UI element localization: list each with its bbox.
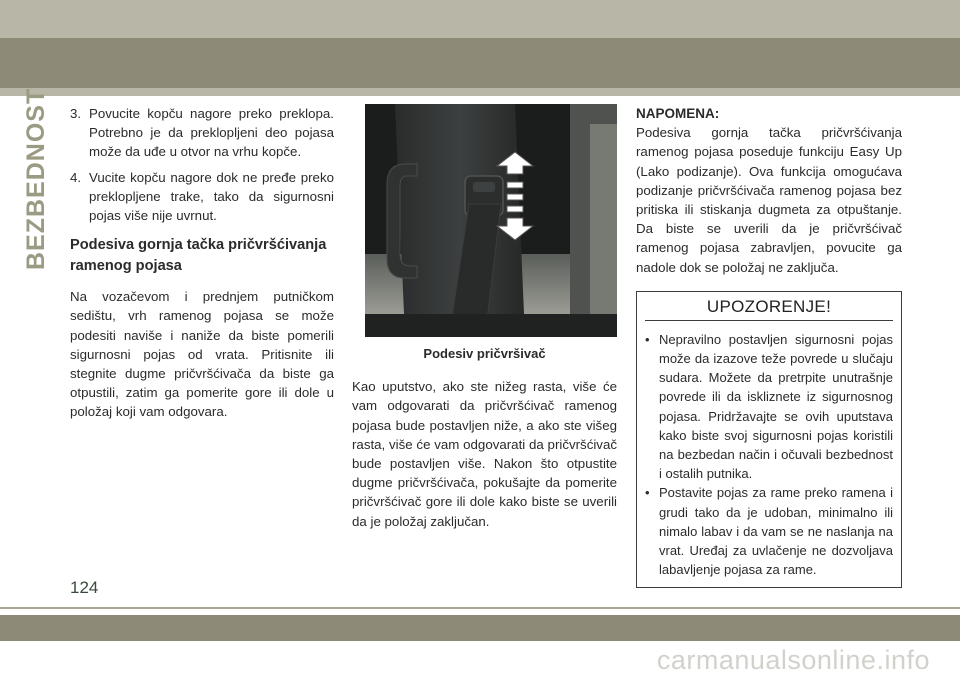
footer-band xyxy=(0,615,960,641)
warning-item xyxy=(645,330,893,484)
step-number: 4. xyxy=(70,169,82,185)
step-3 xyxy=(70,104,334,162)
page-number: 124 xyxy=(70,578,99,597)
step-text: Vucite kopču nagore dok ne pređe preko preklopljene trake, tako da sigurnosni pojas više nije uvrnut. xyxy=(89,169,334,224)
column-2 xyxy=(352,104,617,531)
warning-item xyxy=(645,483,893,579)
column-3 xyxy=(636,104,902,588)
step-text: Povucite kopču nagore preko preklopa. Potrebno je da preklopljeni deo pojasa može da uđe u otvor na vrhu kopče. xyxy=(89,106,334,160)
warning-box xyxy=(636,291,902,589)
image-caption: Podesiv pričvršivač xyxy=(423,346,546,361)
column-1 xyxy=(70,104,334,422)
header-stripe xyxy=(0,38,960,88)
warning-title: UPOZORENJE! xyxy=(706,296,832,316)
body-paragraph: Kao uputstvo, ako ste nižeg rasta, više će vam odgovarati da pričvršćivač ramenog pojasa bude postavljen niže, a ako ste višeg rasta, više će vam odgovarati da pričvršćivač bude postavljen više. Nakon što otpustite dugme pričvršćivača, pokušajte da pomerite pričvršćivač gore ili dole kako biste se uverili da je položaj zaključan. xyxy=(352,379,617,529)
warning-list xyxy=(637,321,901,588)
note-body: Podesiva gornja tačka pričvršćivanja ramenog pojasa poseduje funkciju Easy Up (Lako podizanje). Ova funkcija omogućava podizanje pričvršćivača ramenog pojasa bez pritiska ili stiskanja dugmeta za otpuštanje. Da biste se uverili da je pričvršćivač ramenog pojasa zabravljen, povucite ga nadole dok se položaj ne zaključa. xyxy=(636,125,902,275)
warning-item-text: Nepravilno postavljen sigurnosni pojas može da izazove teže povrede u slučaju sudara. Možete da pretrpite unutrašnje povrede ili da iskliznete iz sigurnosnog pojasa. Pridržavajte se ovih uputstava kako biste svoj sigurnosni pojas koristili na bezbedan način i očuvali bezbednost i ostalih putnika. xyxy=(659,331,893,482)
watermark xyxy=(0,645,960,676)
section-heading: Podesiva gornja tačka pričvršćivanja ramenog pojasa xyxy=(70,237,327,275)
body-paragraph: Na vozačevom i prednjem putničkom sedištu, vrh ramenog pojasa se može podesiti naviše i naniže da biste pomerili sigurnosni pojas od vrata. Pritisnite ili stegnite dugme pričvršćivača da biste ga otpustili, zatim ga pomerite gore ili dole u položaj koji vam odgovara. xyxy=(70,289,334,420)
footer-divider xyxy=(0,607,960,609)
section-label: BEZBEDNOST xyxy=(22,87,50,270)
bullet-icon: • xyxy=(645,331,650,347)
step-4 xyxy=(70,168,334,226)
bullet-icon: • xyxy=(645,485,650,501)
warning-item-text: Postavite pojas za rame preko ramena i grudi tako da je udoban, minimalno ili nimalo labav i da vam se ne naslanja na vrat. Uređaj za uvlačenje ne dozvoljava labavljenje pojasa za rame. xyxy=(659,485,893,578)
note-title: NAPOMENA: xyxy=(636,106,720,121)
anchor-adjuster-photo xyxy=(365,104,617,337)
step-number: 3. xyxy=(70,106,82,121)
watermark-text: carmanualsonline.info xyxy=(656,645,930,675)
